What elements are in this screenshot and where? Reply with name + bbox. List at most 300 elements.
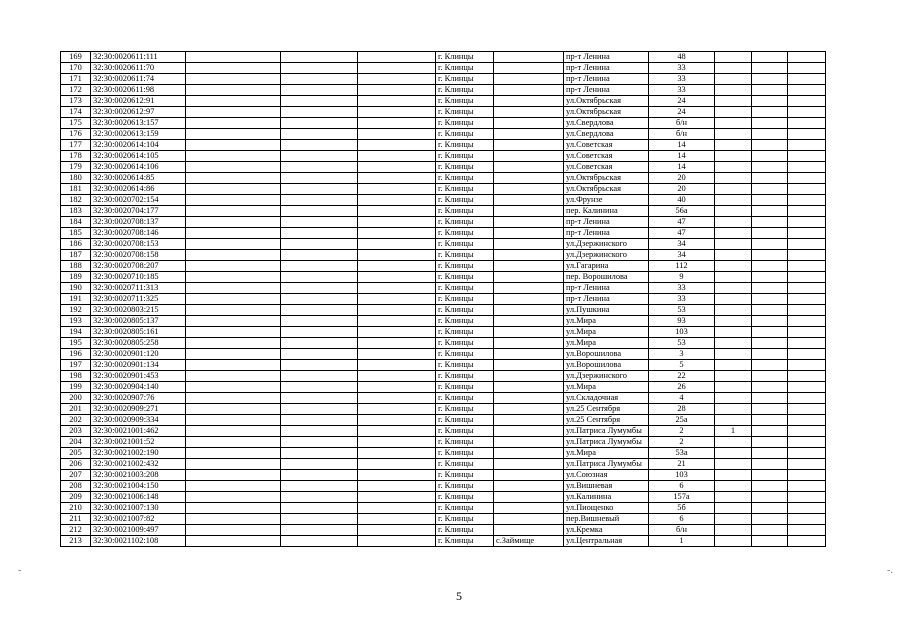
- table-row: [61, 184, 826, 195]
- extra-value-cell: [715, 305, 752, 316]
- table-row: [61, 503, 826, 514]
- blank-cell: [186, 459, 281, 470]
- blank-cell: [358, 404, 436, 415]
- cadastral-number-cell: 32:30:0020909:271: [91, 404, 186, 415]
- house-number-cell: 24: [649, 96, 715, 107]
- blank-cell: [186, 162, 281, 173]
- blank-cell: [788, 536, 826, 547]
- row-number-cell: 208: [61, 481, 91, 492]
- blank-cell: [186, 536, 281, 547]
- street-cell: пр-т Ленина: [564, 217, 649, 228]
- city-cell: г. Клинцы: [436, 503, 494, 514]
- table-row: [61, 415, 826, 426]
- row-number-cell: 201: [61, 404, 91, 415]
- row-number-cell: 211: [61, 514, 91, 525]
- extra-value-cell: [715, 206, 752, 217]
- blank-cell: [788, 184, 826, 195]
- table-row: [61, 404, 826, 415]
- extra-value-cell: [715, 404, 752, 415]
- row-number-cell: 202: [61, 415, 91, 426]
- extra-value-cell: [715, 96, 752, 107]
- blank-cell: [186, 470, 281, 481]
- blank-cell: [752, 514, 788, 525]
- blank-cell: [358, 437, 436, 448]
- cadastral-number-cell: 32:30:0020901:120: [91, 349, 186, 360]
- city-cell: г. Клинцы: [436, 272, 494, 283]
- blank-cell: [788, 305, 826, 316]
- street-cell: ул.Мира: [564, 448, 649, 459]
- house-number-cell: 103: [649, 470, 715, 481]
- extra-value-cell: [715, 173, 752, 184]
- page-number: 5: [456, 589, 462, 603]
- blank-cell: [752, 272, 788, 283]
- city-cell: г. Клинцы: [436, 382, 494, 393]
- street-cell: ул.Свердлова: [564, 129, 649, 140]
- locality-cell: [494, 140, 564, 151]
- city-cell: г. Клинцы: [436, 349, 494, 360]
- blank-cell: [186, 316, 281, 327]
- blank-cell: [752, 492, 788, 503]
- house-number-cell: 53: [649, 305, 715, 316]
- blank-cell: [281, 206, 358, 217]
- locality-cell: [494, 184, 564, 195]
- blank-cell: [788, 107, 826, 118]
- street-cell: ул.Калинина: [564, 492, 649, 503]
- table-row: [61, 514, 826, 525]
- city-cell: г. Клинцы: [436, 206, 494, 217]
- extra-value-cell: [715, 448, 752, 459]
- blank-cell: [358, 393, 436, 404]
- city-cell: г. Клинцы: [436, 63, 494, 74]
- extra-value-cell: [715, 503, 752, 514]
- cadastral-number-cell: 32:30:0020904:140: [91, 382, 186, 393]
- city-cell: г. Клинцы: [436, 536, 494, 547]
- blank-cell: [788, 503, 826, 514]
- blank-cell: [186, 294, 281, 305]
- locality-cell: с.Займище: [494, 536, 564, 547]
- cadastral-number-cell: 32:30:0020613:159: [91, 129, 186, 140]
- blank-cell: [752, 261, 788, 272]
- row-number-cell: 179: [61, 162, 91, 173]
- blank-cell: [281, 217, 358, 228]
- table-row: [61, 118, 826, 129]
- street-cell: ул.Мира: [564, 338, 649, 349]
- blank-cell: [788, 415, 826, 426]
- house-number-cell: 24: [649, 107, 715, 118]
- blank-cell: [752, 459, 788, 470]
- extra-value-cell: [715, 525, 752, 536]
- locality-cell: [494, 118, 564, 129]
- cadastral-number-cell: 32:30:0021007:82: [91, 514, 186, 525]
- locality-cell: [494, 195, 564, 206]
- blank-cell: [752, 228, 788, 239]
- blank-cell: [281, 272, 358, 283]
- blank-cell: [788, 129, 826, 140]
- extra-value-cell: [715, 393, 752, 404]
- blank-cell: [186, 140, 281, 151]
- blank-cell: [186, 503, 281, 514]
- extra-value-cell: [715, 250, 752, 261]
- blank-cell: [752, 206, 788, 217]
- street-cell: пр-т Ленина: [564, 85, 649, 96]
- city-cell: г. Клинцы: [436, 294, 494, 305]
- city-cell: г. Клинцы: [436, 283, 494, 294]
- blank-cell: [186, 327, 281, 338]
- blank-cell: [358, 459, 436, 470]
- row-number-cell: 175: [61, 118, 91, 129]
- blank-cell: [752, 393, 788, 404]
- extra-value-cell: [715, 272, 752, 283]
- blank-cell: [186, 514, 281, 525]
- house-number-cell: 33: [649, 74, 715, 85]
- locality-cell: [494, 459, 564, 470]
- extra-value-cell: [715, 129, 752, 140]
- blank-cell: [281, 338, 358, 349]
- row-number-cell: 173: [61, 96, 91, 107]
- street-cell: ул.Мира: [564, 316, 649, 327]
- city-cell: г. Клинцы: [436, 195, 494, 206]
- blank-cell: [358, 261, 436, 272]
- locality-cell: [494, 349, 564, 360]
- cadastral-number-cell: 32:30:0020704:177: [91, 206, 186, 217]
- row-number-cell: 187: [61, 250, 91, 261]
- house-number-cell: 33: [649, 63, 715, 74]
- street-cell: ул.Дзержинского: [564, 371, 649, 382]
- blank-cell: [281, 107, 358, 118]
- blank-cell: [281, 470, 358, 481]
- blank-cell: [281, 415, 358, 426]
- cadastral-number-cell: 32:30:0020805:258: [91, 338, 186, 349]
- blank-cell: [281, 283, 358, 294]
- blank-cell: [788, 206, 826, 217]
- blank-cell: [186, 437, 281, 448]
- extra-value-cell: [715, 349, 752, 360]
- blank-cell: [358, 74, 436, 85]
- cadastral-number-cell: 32:30:0020708:153: [91, 239, 186, 250]
- blank-cell: [752, 316, 788, 327]
- street-cell: ул.Складочная: [564, 393, 649, 404]
- row-number-cell: 207: [61, 470, 91, 481]
- locality-cell: [494, 327, 564, 338]
- blank-cell: [358, 52, 436, 63]
- blank-cell: [788, 52, 826, 63]
- city-cell: г. Клинцы: [436, 96, 494, 107]
- blank-cell: [752, 536, 788, 547]
- locality-cell: [494, 151, 564, 162]
- blank-cell: [281, 393, 358, 404]
- extra-value-cell: [715, 327, 752, 338]
- table-row: [61, 85, 826, 96]
- row-number-cell: 194: [61, 327, 91, 338]
- table-row: [61, 426, 826, 437]
- blank-cell: [788, 437, 826, 448]
- row-number-cell: 203: [61, 426, 91, 437]
- row-number-cell: 188: [61, 261, 91, 272]
- table-row: [61, 459, 826, 470]
- locality-cell: [494, 272, 564, 283]
- extra-value-cell: [715, 107, 752, 118]
- blank-cell: [186, 195, 281, 206]
- blank-cell: [788, 261, 826, 272]
- row-number-cell: 185: [61, 228, 91, 239]
- blank-cell: [358, 426, 436, 437]
- blank-cell: [186, 525, 281, 536]
- blank-cell: [186, 426, 281, 437]
- locality-cell: [494, 129, 564, 140]
- city-cell: г. Клинцы: [436, 305, 494, 316]
- blank-cell: [186, 415, 281, 426]
- extra-value-cell: [715, 118, 752, 129]
- extra-value-cell: [715, 140, 752, 151]
- table-row: [61, 294, 826, 305]
- blank-cell: [752, 184, 788, 195]
- locality-cell: [494, 382, 564, 393]
- blank-cell: [358, 503, 436, 514]
- blank-cell: [752, 371, 788, 382]
- extra-value-cell: [715, 239, 752, 250]
- table-row: [61, 228, 826, 239]
- blank-cell: [358, 492, 436, 503]
- house-number-cell: 2: [649, 437, 715, 448]
- city-cell: г. Клинцы: [436, 173, 494, 184]
- table-row: [61, 481, 826, 492]
- row-number-cell: 206: [61, 459, 91, 470]
- locality-cell: [494, 173, 564, 184]
- blank-cell: [358, 96, 436, 107]
- city-cell: г. Клинцы: [436, 459, 494, 470]
- house-number-cell: 33: [649, 85, 715, 96]
- blank-cell: [358, 360, 436, 371]
- extra-value-cell: [715, 382, 752, 393]
- table-row: [61, 437, 826, 448]
- table-row: [61, 74, 826, 85]
- table-row: [61, 360, 826, 371]
- blank-cell: [281, 52, 358, 63]
- cadastral-number-cell: 32:30:0020708:137: [91, 217, 186, 228]
- blank-cell: [186, 393, 281, 404]
- cadastral-number-cell: 32:30:0021007:130: [91, 503, 186, 514]
- blank-cell: [752, 305, 788, 316]
- locality-cell: [494, 250, 564, 261]
- cadastral-number-cell: 32:30:0021002:190: [91, 448, 186, 459]
- row-number-cell: 196: [61, 349, 91, 360]
- blank-cell: [788, 492, 826, 503]
- blank-cell: [358, 338, 436, 349]
- house-number-cell: 28: [649, 404, 715, 415]
- extra-value-cell: [715, 415, 752, 426]
- blank-cell: [752, 338, 788, 349]
- blank-cell: [752, 437, 788, 448]
- blank-cell: [788, 426, 826, 437]
- cadastral-number-cell: 32:30:0020613:157: [91, 118, 186, 129]
- blank-cell: [752, 173, 788, 184]
- blank-cell: [752, 426, 788, 437]
- row-number-cell: 183: [61, 206, 91, 217]
- table-row: [61, 470, 826, 481]
- city-cell: г. Клинцы: [436, 250, 494, 261]
- street-cell: ул.25 Сентября: [564, 404, 649, 415]
- locality-cell: [494, 404, 564, 415]
- table-row: [61, 338, 826, 349]
- blank-cell: [358, 481, 436, 492]
- row-number-cell: 174: [61, 107, 91, 118]
- locality-cell: [494, 514, 564, 525]
- locality-cell: [494, 371, 564, 382]
- extra-value-cell: [715, 481, 752, 492]
- table-row: [61, 448, 826, 459]
- house-number-cell: 26: [649, 382, 715, 393]
- street-cell: ул.Фрунзе: [564, 195, 649, 206]
- table-row: [61, 327, 826, 338]
- blank-cell: [186, 360, 281, 371]
- blank-cell: [752, 52, 788, 63]
- blank-cell: [281, 85, 358, 96]
- blank-cell: [186, 382, 281, 393]
- blank-cell: [752, 107, 788, 118]
- street-cell: ул.Октябрьская: [564, 184, 649, 195]
- cadastral-number-cell: 32:30:0021006:148: [91, 492, 186, 503]
- blank-cell: [281, 184, 358, 195]
- locality-cell: [494, 217, 564, 228]
- cadastral-number-cell: 32:30:0020614:105: [91, 151, 186, 162]
- city-cell: г. Клинцы: [436, 52, 494, 63]
- extra-value-cell: [715, 85, 752, 96]
- blank-cell: [281, 426, 358, 437]
- house-number-cell: 34: [649, 250, 715, 261]
- row-number-cell: 205: [61, 448, 91, 459]
- cadastral-number-cell: 32:30:0021001:52: [91, 437, 186, 448]
- blank-cell: [788, 239, 826, 250]
- extra-value-cell: [715, 52, 752, 63]
- row-number-cell: 213: [61, 536, 91, 547]
- blank-cell: [186, 85, 281, 96]
- street-cell: ул.Вишневая: [564, 481, 649, 492]
- house-number-cell: 1: [649, 536, 715, 547]
- street-cell: ул.Пиощенко: [564, 503, 649, 514]
- row-number-cell: 193: [61, 316, 91, 327]
- blank-cell: [358, 327, 436, 338]
- row-number-cell: 181: [61, 184, 91, 195]
- blank-cell: [752, 129, 788, 140]
- city-cell: г. Клинцы: [436, 140, 494, 151]
- house-number-cell: 53: [649, 338, 715, 349]
- cadastral-number-cell: 32:30:0020614:86: [91, 184, 186, 195]
- house-number-cell: 9: [649, 272, 715, 283]
- city-cell: г. Клинцы: [436, 525, 494, 536]
- row-number-cell: 180: [61, 173, 91, 184]
- blank-cell: [752, 415, 788, 426]
- blank-cell: [358, 184, 436, 195]
- extra-value-cell: [715, 261, 752, 272]
- city-cell: г. Клинцы: [436, 437, 494, 448]
- blank-cell: [281, 360, 358, 371]
- street-cell: пр-т Ленина: [564, 74, 649, 85]
- blank-cell: [788, 481, 826, 492]
- blank-cell: [281, 481, 358, 492]
- cadastral-number-cell: 32:30:0021004:150: [91, 481, 186, 492]
- table-row: [61, 305, 826, 316]
- blank-cell: [788, 162, 826, 173]
- cadastral-number-cell: 32:30:0020708:158: [91, 250, 186, 261]
- blank-cell: [281, 228, 358, 239]
- extra-value-cell: [715, 316, 752, 327]
- table-row: [61, 151, 826, 162]
- blank-cell: [186, 217, 281, 228]
- table-row: [61, 96, 826, 107]
- locality-cell: [494, 63, 564, 74]
- row-number-cell: 191: [61, 294, 91, 305]
- row-number-cell: 209: [61, 492, 91, 503]
- blank-cell: [752, 470, 788, 481]
- extra-value-cell: [715, 283, 752, 294]
- house-number-cell: б/н: [649, 525, 715, 536]
- table-row: [61, 107, 826, 118]
- street-cell: ул.Дзержинского: [564, 239, 649, 250]
- blank-cell: [788, 151, 826, 162]
- street-cell: пр-т Ленина: [564, 63, 649, 74]
- city-cell: г. Клинцы: [436, 371, 494, 382]
- cadastral-number-cell: 32:30:0020710:185: [91, 272, 186, 283]
- house-number-cell: 93: [649, 316, 715, 327]
- street-cell: ул.Центральная: [564, 536, 649, 547]
- table-row: [61, 371, 826, 382]
- street-cell: ул.Гагарина: [564, 261, 649, 272]
- extra-value-cell: [715, 217, 752, 228]
- row-number-cell: 204: [61, 437, 91, 448]
- blank-cell: [358, 415, 436, 426]
- house-number-cell: 14: [649, 140, 715, 151]
- blank-cell: [186, 228, 281, 239]
- blank-cell: [752, 404, 788, 415]
- city-cell: г. Клинцы: [436, 151, 494, 162]
- house-number-cell: 20: [649, 184, 715, 195]
- city-cell: г. Клинцы: [436, 217, 494, 228]
- blank-cell: [281, 459, 358, 470]
- city-cell: г. Клинцы: [436, 514, 494, 525]
- blank-cell: [281, 63, 358, 74]
- street-cell: ул.Мира: [564, 327, 649, 338]
- city-cell: г. Клинцы: [436, 481, 494, 492]
- blank-cell: [281, 382, 358, 393]
- house-number-cell: 20: [649, 173, 715, 184]
- blank-cell: [281, 96, 358, 107]
- city-cell: г. Клинцы: [436, 118, 494, 129]
- table-row: [61, 393, 826, 404]
- extra-value-cell: [715, 228, 752, 239]
- blank-cell: [358, 151, 436, 162]
- blank-cell: [752, 217, 788, 228]
- city-cell: г. Клинцы: [436, 415, 494, 426]
- blank-cell: [358, 305, 436, 316]
- blank-cell: [358, 272, 436, 283]
- blank-cell: [186, 404, 281, 415]
- city-cell: г. Клинцы: [436, 327, 494, 338]
- street-cell: ул.Октябрьская: [564, 107, 649, 118]
- row-number-cell: 192: [61, 305, 91, 316]
- row-number-cell: 210: [61, 503, 91, 514]
- blank-cell: [281, 525, 358, 536]
- locality-cell: [494, 228, 564, 239]
- table-row: [61, 525, 826, 536]
- cadastral-number-cell: 32:30:0020708:146: [91, 228, 186, 239]
- table-row: [61, 250, 826, 261]
- city-cell: г. Клинцы: [436, 162, 494, 173]
- blank-cell: [281, 140, 358, 151]
- scan-edge-mark-left: -: [18, 565, 22, 576]
- table-row: [61, 162, 826, 173]
- locality-cell: [494, 162, 564, 173]
- blank-cell: [281, 448, 358, 459]
